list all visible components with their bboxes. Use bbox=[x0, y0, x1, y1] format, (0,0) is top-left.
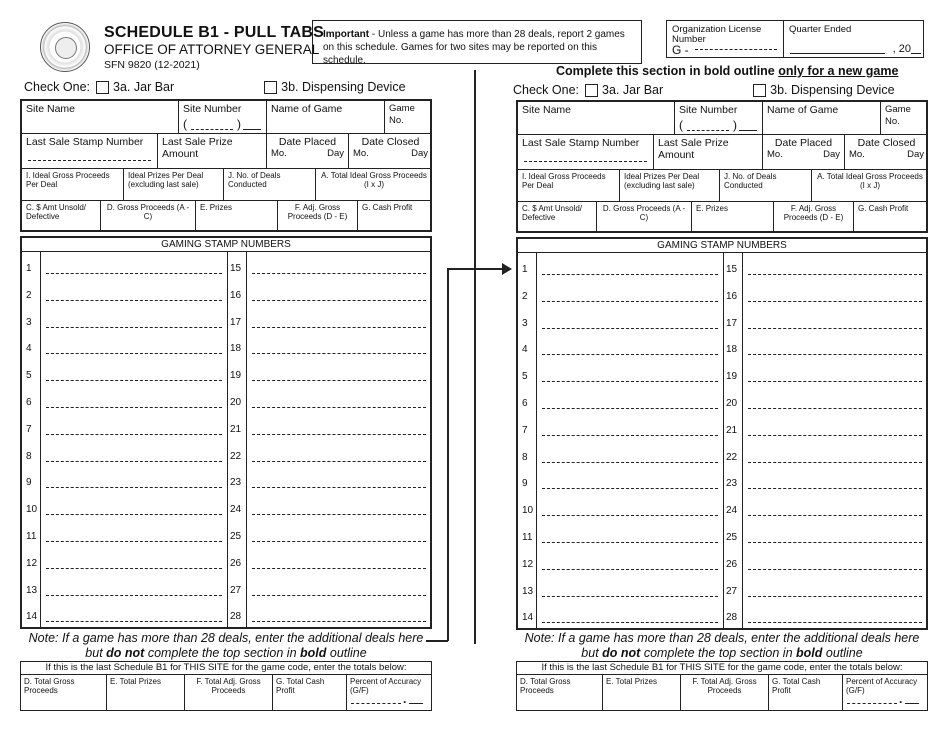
stamp-number-input-line[interactable] bbox=[748, 596, 922, 597]
total-prizes-label: E. Total Prizes bbox=[606, 677, 657, 686]
dispensing-device-checkbox[interactable] bbox=[753, 84, 766, 97]
agency-name: OFFICE OF ATTORNEY GENERAL bbox=[104, 42, 320, 57]
stamp-row-number: 19 bbox=[726, 371, 738, 383]
deals-conducted-label: J. No. of Deals Conducted bbox=[228, 171, 281, 189]
check-one-row-left bbox=[24, 80, 406, 94]
totals-heading: If this is the last Schedule B1 for THIS SITE for the game code, enter the totals below: bbox=[517, 662, 927, 675]
cash-profit-label: G. Cash Profit bbox=[858, 204, 909, 213]
stamp-number-input-line[interactable] bbox=[748, 354, 922, 355]
stamp-row-number: 20 bbox=[726, 398, 738, 409]
stamp-number-input-line[interactable] bbox=[542, 596, 718, 597]
stamp-number-input-line[interactable] bbox=[46, 621, 222, 622]
prizes-e-field[interactable] bbox=[692, 202, 774, 233]
stamp-number-input-line[interactable] bbox=[542, 408, 718, 409]
stamp-number-input-line[interactable] bbox=[542, 515, 718, 516]
stamp-row-number: 23 bbox=[230, 477, 242, 489]
game-info-section-right bbox=[516, 100, 928, 233]
ideal-prizes-field[interactable] bbox=[124, 169, 224, 201]
site-number-paren-close: ) bbox=[237, 117, 241, 131]
stamp-number-input-line[interactable] bbox=[46, 407, 222, 408]
stamp-row-number: 9 bbox=[522, 478, 528, 490]
deals-conducted-label: J. No. of Deals Conducted bbox=[724, 172, 777, 190]
stamp-number-input-line[interactable] bbox=[252, 541, 426, 542]
total-cash-profit-label: G. Total Cash Profit bbox=[772, 677, 821, 695]
quarter-year-input-line[interactable] bbox=[911, 53, 921, 54]
date-placed-field[interactable] bbox=[763, 135, 845, 170]
stamp-row-number: 9 bbox=[26, 477, 32, 489]
last-sale-prize-label: Last Sale Prize Amount bbox=[162, 136, 233, 160]
date-placed-mo: Mo. bbox=[271, 148, 287, 159]
totals-heading: If this is the last Schedule B1 for THIS SITE for the game code, enter the totals below: bbox=[21, 662, 431, 675]
stamp-row-number: 20 bbox=[230, 397, 242, 408]
jar-bar-label: 3a. Jar Bar bbox=[602, 83, 664, 97]
gross-proceeds-label: D. Gross Proceeds (A - C) bbox=[602, 204, 686, 222]
name-of-game-field[interactable] bbox=[763, 102, 881, 135]
game-info-section-left bbox=[20, 99, 432, 232]
stamp-number-input-line[interactable] bbox=[748, 301, 922, 302]
accuracy-decimal: . bbox=[403, 692, 407, 706]
accuracy-decimal-line[interactable] bbox=[905, 703, 919, 704]
stamp-number-input-line[interactable] bbox=[748, 569, 922, 570]
dispensing-device-label: 3b. Dispensing Device bbox=[281, 80, 406, 94]
ideal-prizes-label: Ideal Prizes Per Deal (excluding last sale) bbox=[128, 171, 204, 189]
total-ideal-gross-field[interactable] bbox=[812, 170, 928, 202]
stamp-row-number: 25 bbox=[230, 531, 242, 542]
game-no-label: Game No. bbox=[885, 104, 911, 127]
total-ideal-gross-label: A. Total Ideal Gross Proceeds (I x J) bbox=[817, 172, 923, 190]
date-closed-field[interactable] bbox=[845, 135, 928, 170]
stamp-row-number: 6 bbox=[26, 397, 32, 408]
stamp-row-number: 1 bbox=[522, 264, 528, 275]
stamp-numbers-section-right bbox=[516, 237, 928, 630]
total-adj-gross-label: F. Total Adj. Gross Proceeds bbox=[692, 677, 757, 695]
ideal-gross-field[interactable] bbox=[518, 170, 620, 202]
date-closed-field[interactable] bbox=[349, 134, 432, 169]
stamp-number-input-line[interactable] bbox=[542, 569, 718, 570]
stamp-number-input-line[interactable] bbox=[748, 462, 922, 463]
stamp-row-number: 24 bbox=[230, 504, 242, 516]
stamp-number-input-line[interactable] bbox=[46, 541, 222, 542]
total-prizes-field[interactable] bbox=[603, 675, 681, 710]
stamp-number-input-line[interactable] bbox=[252, 514, 426, 515]
continuation-arrow-v bbox=[447, 268, 449, 641]
cash-profit-field[interactable] bbox=[854, 202, 928, 233]
stamp-row-number: 27 bbox=[230, 584, 242, 596]
stamp-number-input-line[interactable] bbox=[252, 327, 426, 328]
stamp-row-number: 4 bbox=[26, 343, 32, 355]
continuation-arrow-h bbox=[426, 640, 448, 642]
stamp-row-number: 24 bbox=[726, 505, 738, 517]
stamp-row-number: 12 bbox=[26, 557, 38, 569]
stamp-number-input-line[interactable] bbox=[748, 622, 922, 623]
important-label: Important bbox=[323, 29, 370, 40]
new-game-notice-underlined: only for a new game bbox=[778, 64, 899, 78]
total-adj-gross-field[interactable] bbox=[185, 675, 273, 710]
site-number-suffix-line[interactable] bbox=[243, 129, 261, 130]
stamp-row-number: 17 bbox=[230, 316, 242, 328]
note-line-2-post: outline bbox=[822, 646, 863, 660]
stamp-row-number: 11 bbox=[522, 532, 533, 543]
overflow-note-right bbox=[516, 631, 928, 661]
stamp-number-input-line[interactable] bbox=[252, 568, 426, 569]
site-name-label: Site Name bbox=[522, 104, 572, 116]
stamp-row-number: 7 bbox=[26, 423, 32, 435]
site-number-paren-open: ( bbox=[679, 118, 683, 132]
date-closed-mo: Mo. bbox=[353, 148, 369, 159]
name-of-game-label: Name of Game bbox=[767, 104, 839, 116]
stamp-row-number: 28 bbox=[726, 612, 738, 624]
ideal-prizes-field[interactable] bbox=[620, 170, 720, 202]
form-title: SCHEDULE B1 - PULL TABS bbox=[104, 24, 325, 41]
stamp-numbers-heading-left: GAMING STAMP NUMBERS bbox=[22, 238, 430, 252]
total-adj-gross-field[interactable] bbox=[681, 675, 769, 710]
stamp-row-number: 28 bbox=[230, 611, 242, 623]
date-placed-label: Date Placed bbox=[278, 136, 337, 148]
stamp-row-number: 15 bbox=[726, 264, 738, 275]
gross-proceeds-field[interactable] bbox=[597, 202, 692, 233]
stamp-col-divider bbox=[227, 252, 228, 627]
total-adj-gross-label: F. Total Adj. Gross Proceeds bbox=[196, 677, 261, 695]
stamp-number-input-line[interactable] bbox=[252, 434, 426, 435]
accuracy-decimal-line[interactable] bbox=[409, 703, 423, 704]
total-gross-field[interactable] bbox=[21, 675, 107, 710]
site-name-field[interactable] bbox=[518, 102, 675, 135]
org-info-box bbox=[666, 20, 924, 58]
prizes-e-field[interactable] bbox=[196, 201, 278, 232]
stamp-number-input-line[interactable] bbox=[748, 274, 922, 275]
note-line-2-pre: but bbox=[85, 646, 107, 660]
cash-profit-field[interactable] bbox=[358, 201, 432, 232]
stamp-row-number: 3 bbox=[522, 317, 528, 329]
stamp-row-number: 6 bbox=[522, 398, 528, 409]
stamp-row-number: 10 bbox=[26, 504, 38, 516]
note-do-not: do not bbox=[602, 646, 641, 660]
total-prizes-field[interactable] bbox=[107, 675, 185, 710]
stamp-row-number: 26 bbox=[230, 557, 242, 569]
stamp-number-input-line[interactable] bbox=[748, 408, 922, 409]
stamp-number-input-line[interactable] bbox=[252, 407, 426, 408]
stamp-row-number: 25 bbox=[726, 532, 738, 543]
stamp-number-input-line[interactable] bbox=[46, 327, 222, 328]
stamp-row-number: 1 bbox=[26, 263, 32, 274]
stamp-number-input-line[interactable] bbox=[542, 274, 718, 275]
stamp-row-number: 12 bbox=[522, 558, 534, 570]
prizes-e-label: E. Prizes bbox=[200, 203, 233, 212]
stamp-number-input-line[interactable] bbox=[46, 300, 222, 301]
site-number-field[interactable] bbox=[179, 101, 267, 134]
ideal-gross-label: I. Ideal Gross Proceeds Per Deal bbox=[522, 172, 606, 190]
total-cash-profit-label: G. Total Cash Profit bbox=[276, 677, 325, 695]
stamp-number-input-line[interactable] bbox=[542, 462, 718, 463]
new-game-notice-text: Complete this section in bold outline bbox=[556, 64, 779, 78]
stamp-number-input-line[interactable] bbox=[252, 353, 426, 354]
stamp-number-input-line[interactable] bbox=[46, 353, 222, 354]
stamp-row-number: 8 bbox=[26, 450, 32, 462]
date-closed-label: Date Closed bbox=[857, 137, 916, 149]
amt-unsold-field[interactable] bbox=[22, 201, 101, 232]
stamp-row-number: 7 bbox=[522, 424, 528, 436]
stamp-row-number: 14 bbox=[26, 611, 38, 623]
stamp-number-input-line[interactable] bbox=[748, 542, 922, 543]
stamp-row-number: 16 bbox=[726, 290, 738, 302]
last-sale-prize-field[interactable] bbox=[158, 134, 267, 169]
accuracy-dash[interactable] bbox=[351, 703, 401, 704]
stamp-row-number: 2 bbox=[26, 289, 32, 301]
quarter-ended-label: Quarter Ended bbox=[789, 24, 852, 35]
dispensing-device-label: 3b. Dispensing Device bbox=[770, 83, 895, 97]
site-number-label: Site Number bbox=[679, 104, 738, 116]
org-license-label: Organization License Number bbox=[672, 24, 762, 45]
adj-gross-label: F. Adj. Gross Proceeds (D - E) bbox=[287, 203, 348, 221]
state-seal-logo bbox=[40, 22, 90, 72]
stamp-number-input-line[interactable] bbox=[252, 487, 426, 488]
adj-gross-field[interactable] bbox=[774, 202, 854, 233]
stamp-row-number: 10 bbox=[522, 505, 534, 517]
site-number-dash[interactable] bbox=[687, 130, 729, 131]
stamp-row-number: 17 bbox=[726, 317, 738, 329]
center-divider bbox=[474, 70, 476, 644]
site-number-label: Site Number bbox=[183, 103, 242, 115]
percent-accuracy-label: Percent of Accuracy (G/F) bbox=[350, 677, 422, 695]
game-no-field[interactable] bbox=[881, 102, 928, 135]
stamp-number-input-line[interactable] bbox=[542, 622, 718, 623]
date-closed-label: Date Closed bbox=[361, 136, 420, 148]
note-line-1: Note: If a game has more than 28 deals, enter the additional deals here bbox=[524, 631, 920, 645]
total-gross-label: D. Total Gross Proceeds bbox=[24, 677, 75, 695]
stamp-row-number: 22 bbox=[726, 451, 738, 463]
total-gross-field[interactable] bbox=[517, 675, 603, 710]
new-game-notice bbox=[556, 64, 898, 78]
total-cash-profit-field[interactable] bbox=[273, 675, 347, 710]
dispensing-device-checkbox[interactable] bbox=[264, 81, 277, 94]
total-ideal-gross-label: A. Total Ideal Gross Proceeds (I x J) bbox=[321, 171, 427, 189]
last-sale-stamp-label: Last Sale Stamp Number bbox=[522, 137, 640, 149]
site-name-field[interactable] bbox=[22, 101, 179, 134]
gross-proceeds-label: D. Gross Proceeds (A - C) bbox=[106, 203, 190, 221]
totals-section-left bbox=[20, 661, 432, 711]
gross-proceeds-field[interactable] bbox=[101, 201, 196, 232]
amt-unsold-field[interactable] bbox=[518, 202, 597, 233]
stamp-row-number: 5 bbox=[26, 370, 32, 382]
site-number-paren-close: ) bbox=[733, 118, 737, 132]
date-placed-mo: Mo. bbox=[767, 149, 783, 160]
stamp-number-input-line[interactable] bbox=[46, 487, 222, 488]
adj-gross-field[interactable] bbox=[278, 201, 358, 232]
note-line-2-pre: but bbox=[581, 646, 603, 660]
check-one-label: Check One: bbox=[513, 83, 580, 97]
game-no-label: Game No. bbox=[389, 103, 415, 126]
org-license-cell[interactable] bbox=[667, 21, 784, 57]
stamp-number-input-line[interactable] bbox=[542, 435, 718, 436]
stamp-number-input-line[interactable] bbox=[748, 328, 922, 329]
site-number-dash[interactable] bbox=[191, 129, 233, 130]
stamp-col-divider bbox=[40, 252, 41, 627]
accuracy-dash[interactable] bbox=[847, 703, 897, 704]
stamp-number-input-line[interactable] bbox=[748, 488, 922, 489]
stamp-row-number: 14 bbox=[522, 612, 534, 624]
check-one-row-right bbox=[513, 83, 895, 97]
stamp-number-input-line[interactable] bbox=[252, 461, 426, 462]
continuation-arrow-h2 bbox=[447, 268, 503, 270]
game-no-field[interactable] bbox=[385, 101, 432, 134]
percent-accuracy-field[interactable] bbox=[843, 675, 927, 710]
total-cash-profit-field[interactable] bbox=[769, 675, 843, 710]
cash-profit-label: G. Cash Profit bbox=[362, 203, 413, 212]
percent-accuracy-label: Percent of Accuracy (G/F) bbox=[846, 677, 918, 695]
site-number-paren-open: ( bbox=[183, 117, 187, 131]
note-line-2-post: outline bbox=[326, 646, 367, 660]
total-gross-label: D. Total Gross Proceeds bbox=[520, 677, 571, 695]
site-name-label: Site Name bbox=[26, 103, 76, 115]
totals-section-right bbox=[516, 661, 928, 711]
quarter-ended-input-line[interactable] bbox=[790, 53, 885, 54]
date-placed-label: Date Placed bbox=[774, 137, 833, 149]
stamp-col-divider bbox=[536, 253, 537, 628]
important-notice bbox=[312, 20, 642, 64]
stamp-row-number: 5 bbox=[522, 371, 528, 383]
note-do-not: do not bbox=[106, 646, 145, 660]
adj-gross-label: F. Adj. Gross Proceeds (D - E) bbox=[783, 204, 844, 222]
stamp-row-number: 15 bbox=[230, 263, 242, 274]
percent-accuracy-field[interactable] bbox=[347, 675, 431, 710]
stamp-number-input-line[interactable] bbox=[46, 434, 222, 435]
last-sale-stamp-field[interactable] bbox=[22, 134, 158, 169]
accuracy-decimal: . bbox=[899, 692, 903, 706]
stamp-row-number: 16 bbox=[230, 289, 242, 301]
note-line-2-mid: complete the top section in bbox=[144, 646, 300, 660]
last-sale-stamp-label: Last Sale Stamp Number bbox=[26, 136, 144, 148]
last-sale-stamp-dash[interactable] bbox=[28, 160, 151, 161]
stamp-numbers-section-left bbox=[20, 236, 432, 629]
total-prizes-label: E. Total Prizes bbox=[110, 677, 161, 686]
stamp-number-input-line[interactable] bbox=[252, 595, 426, 596]
stamp-number-input-line[interactable] bbox=[252, 621, 426, 622]
amt-unsold-label: C. $ Amt Unsold/ Defective bbox=[26, 203, 87, 221]
date-placed-field[interactable] bbox=[267, 134, 349, 169]
check-one-label: Check One: bbox=[24, 80, 91, 94]
total-ideal-gross-field[interactable] bbox=[316, 169, 432, 201]
stamp-number-input-line[interactable] bbox=[46, 461, 222, 462]
stamp-number-input-line[interactable] bbox=[252, 273, 426, 274]
stamp-number-input-line[interactable] bbox=[748, 381, 922, 382]
arrow-head-icon bbox=[502, 263, 512, 275]
site-number-suffix-line[interactable] bbox=[739, 130, 757, 131]
date-placed-day: Day bbox=[327, 148, 344, 159]
stamp-number-input-line[interactable] bbox=[46, 273, 222, 274]
stamp-number-input-line[interactable] bbox=[252, 380, 426, 381]
stamp-row-number: 13 bbox=[522, 585, 534, 597]
ideal-prizes-label: Ideal Prizes Per Deal (excluding last sale) bbox=[624, 172, 700, 190]
amt-unsold-label: C. $ Amt Unsold/ Defective bbox=[522, 204, 583, 222]
stamp-number-input-line[interactable] bbox=[46, 595, 222, 596]
stamp-number-input-line[interactable] bbox=[542, 381, 718, 382]
stamp-row-number: 19 bbox=[230, 370, 242, 382]
last-sale-prize-field[interactable] bbox=[654, 135, 763, 170]
stamp-number-input-line[interactable] bbox=[46, 380, 222, 381]
stamp-row-number: 26 bbox=[726, 558, 738, 570]
jar-bar-checkbox[interactable] bbox=[96, 81, 109, 94]
quarter-ended-cell[interactable] bbox=[784, 21, 923, 57]
site-number-field[interactable] bbox=[675, 102, 763, 135]
last-sale-stamp-dash[interactable] bbox=[524, 161, 647, 162]
stamp-number-input-line[interactable] bbox=[252, 300, 426, 301]
ideal-gross-field[interactable] bbox=[22, 169, 124, 201]
stamp-number-input-line[interactable] bbox=[46, 568, 222, 569]
date-closed-day: Day bbox=[907, 149, 924, 160]
stamp-col-divider bbox=[246, 252, 247, 627]
note-bold: bold bbox=[796, 646, 823, 660]
stamp-number-input-line[interactable] bbox=[748, 435, 922, 436]
note-line-1: Note: If a game has more than 28 deals, enter the additional deals here bbox=[28, 631, 424, 645]
name-of-game-field[interactable] bbox=[267, 101, 385, 134]
form-number: SFN 9820 (12-2021) bbox=[104, 59, 200, 71]
jar-bar-label: 3a. Jar Bar bbox=[113, 80, 175, 94]
quarter-year-prefix: , 20 bbox=[892, 43, 911, 55]
stamp-numbers-heading-right: GAMING STAMP NUMBERS bbox=[518, 239, 926, 253]
date-closed-mo: Mo. bbox=[849, 149, 865, 160]
stamp-row-number: 21 bbox=[230, 423, 242, 435]
stamp-row-number: 23 bbox=[726, 478, 738, 490]
stamp-row-number: 2 bbox=[522, 290, 528, 302]
note-line-2-mid: complete the top section in bbox=[640, 646, 796, 660]
date-closed-day: Day bbox=[411, 148, 428, 159]
org-license-input-line[interactable] bbox=[695, 49, 777, 50]
stamp-row-number: 18 bbox=[230, 343, 242, 355]
stamp-number-input-line[interactable] bbox=[542, 301, 718, 302]
stamp-row-number: 21 bbox=[726, 424, 738, 436]
prizes-e-label: E. Prizes bbox=[696, 204, 729, 213]
last-sale-prize-label: Last Sale Prize Amount bbox=[658, 137, 729, 161]
deals-conducted-field[interactable] bbox=[720, 170, 812, 202]
ideal-gross-label: I. Ideal Gross Proceeds Per Deal bbox=[26, 171, 110, 189]
stamp-row-number: 27 bbox=[726, 585, 738, 597]
deals-conducted-field[interactable] bbox=[224, 169, 316, 201]
stamp-number-input-line[interactable] bbox=[542, 488, 718, 489]
stamp-number-input-line[interactable] bbox=[542, 328, 718, 329]
stamp-col-divider bbox=[742, 253, 743, 628]
last-sale-stamp-field[interactable] bbox=[518, 135, 654, 170]
stamp-number-input-line[interactable] bbox=[542, 542, 718, 543]
stamp-col-divider bbox=[723, 253, 724, 628]
jar-bar-checkbox[interactable] bbox=[585, 84, 598, 97]
stamp-row-number: 4 bbox=[522, 344, 528, 356]
stamp-number-input-line[interactable] bbox=[748, 515, 922, 516]
date-placed-day: Day bbox=[823, 149, 840, 160]
stamp-number-input-line[interactable] bbox=[542, 354, 718, 355]
stamp-number-input-line[interactable] bbox=[46, 514, 222, 515]
stamp-row-number: 22 bbox=[230, 450, 242, 462]
org-license-prefix: G - bbox=[672, 43, 689, 57]
stamp-row-number: 18 bbox=[726, 344, 738, 356]
stamp-row-number: 3 bbox=[26, 316, 32, 328]
overflow-note-left bbox=[20, 631, 432, 661]
stamp-row-number: 11 bbox=[26, 531, 37, 542]
stamp-row-number: 13 bbox=[26, 584, 38, 596]
important-text: - Unless a game has more than 28 deals, report 2 games on this schedule. Games for two sites may be reported on this schedule. bbox=[323, 29, 625, 66]
name-of-game-label: Name of Game bbox=[271, 103, 343, 115]
stamp-row-number: 8 bbox=[522, 451, 528, 463]
note-bold: bold bbox=[300, 646, 327, 660]
